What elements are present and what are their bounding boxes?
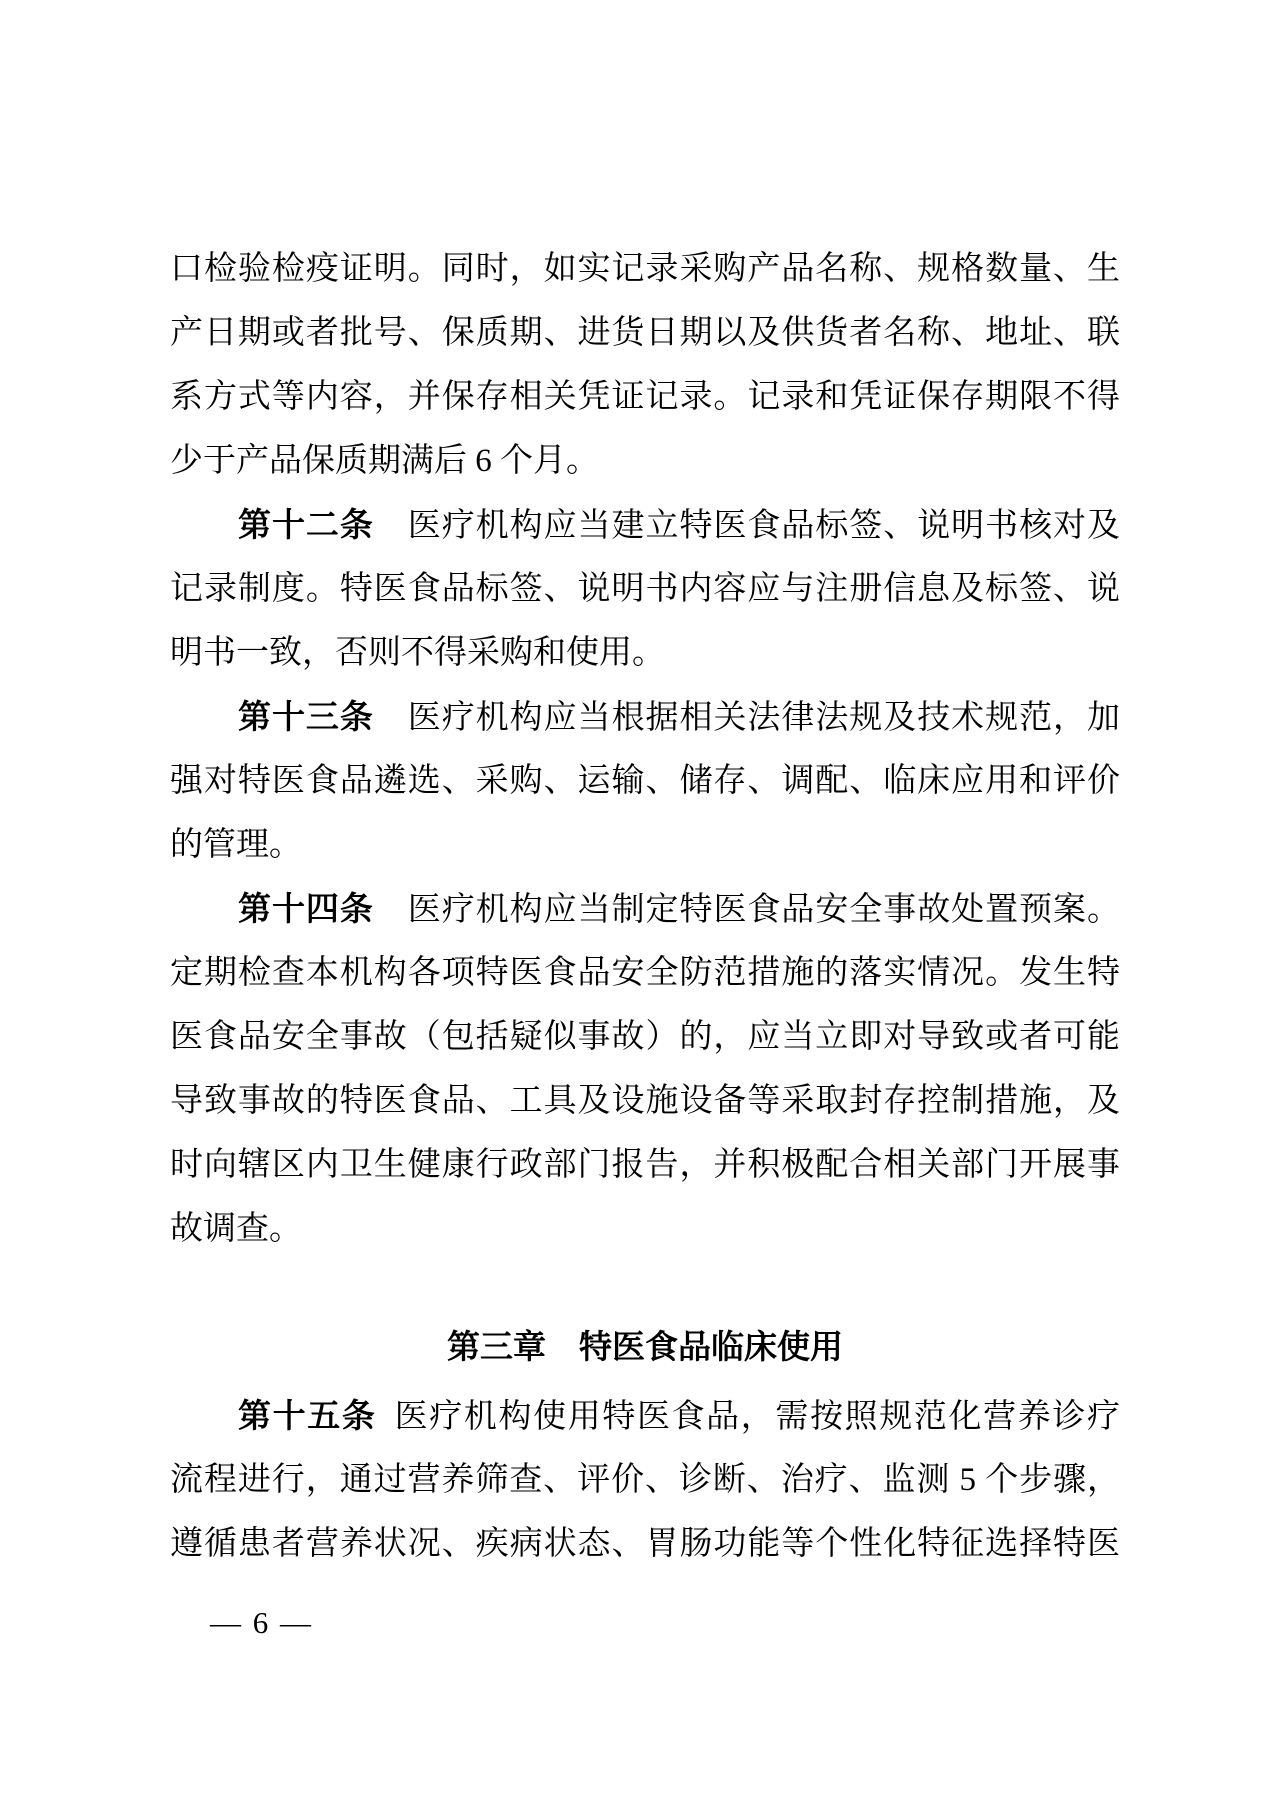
- text-line: 时向辖区内卫生健康行政部门报告，并积极配合相关部门开展事: [170, 1147, 1120, 1183]
- text-line: 记录制度。特医食品标签、说明书内容应与注册信息及标签、说: [170, 571, 1120, 607]
- text-line: 第十三条 医疗机构应当根据相关法律法规及技术规范，加: [238, 698, 1120, 736]
- text-line: 系方式等内容，并保存相关凭证记录。记录和凭证保存期限不得: [170, 379, 1120, 415]
- chapter-heading: 第三章 特医食品临床使用: [447, 1328, 843, 1365]
- text-line: 第十五条 医疗机构使用特医食品，需按照规范化营养诊疗: [238, 1397, 1120, 1435]
- document-body: [170, 237, 1120, 1576]
- text-line: 导致事故的特医食品、工具及设施设备等采取封存控制措施，及: [170, 1083, 1120, 1119]
- article-number: 第十三条: [238, 698, 374, 735]
- text-line: 第十二条 医疗机构应当建立特医食品标签、说明书核对及: [238, 506, 1120, 544]
- text-line: 明书一致，否则不得采购和使用。: [170, 635, 665, 671]
- text-line: 定期检查本机构各项特医食品安全防范措施的落实情况。发生特: [170, 955, 1120, 991]
- page-number: — 6 —: [210, 1605, 311, 1640]
- text-line: 遵循患者营养状况、疾病状态、胃肠功能等个性化特征选择特医: [170, 1526, 1120, 1562]
- text-line: 第十四条 医疗机构应当制定特医食品安全事故处置预案。: [238, 890, 1120, 928]
- article-number: 第十二条: [238, 506, 374, 543]
- text-line: 产日期或者批号、保质期、进货日期以及供货者名称、地址、联: [170, 315, 1120, 351]
- text-line: 强对特医食品遴选、采购、运输、储存、调配、临床应用和评价: [170, 763, 1120, 799]
- paragraphs-after-heading: [170, 1384, 1120, 1576]
- text-line: 口检验检疫证明。同时，如实记录采购产品名称、规格数量、生: [170, 251, 1120, 287]
- article-number: 第十五条: [238, 1397, 377, 1434]
- text-line: 少于产品保质期满后 6 个月。: [170, 443, 599, 479]
- text-line: 流程进行，通过营养筛查、评价、诊断、治疗、监测 5 个步骤，: [170, 1462, 1120, 1498]
- paragraphs-before-heading: [170, 237, 1120, 1261]
- text-line: 的管理。: [170, 827, 302, 863]
- article-number: 第十四条: [238, 890, 374, 927]
- text-line: 故调查。: [170, 1211, 302, 1247]
- text-line: 医食品安全事故（包括疑似事故）的，应当立即对导致或者可能: [170, 1019, 1120, 1055]
